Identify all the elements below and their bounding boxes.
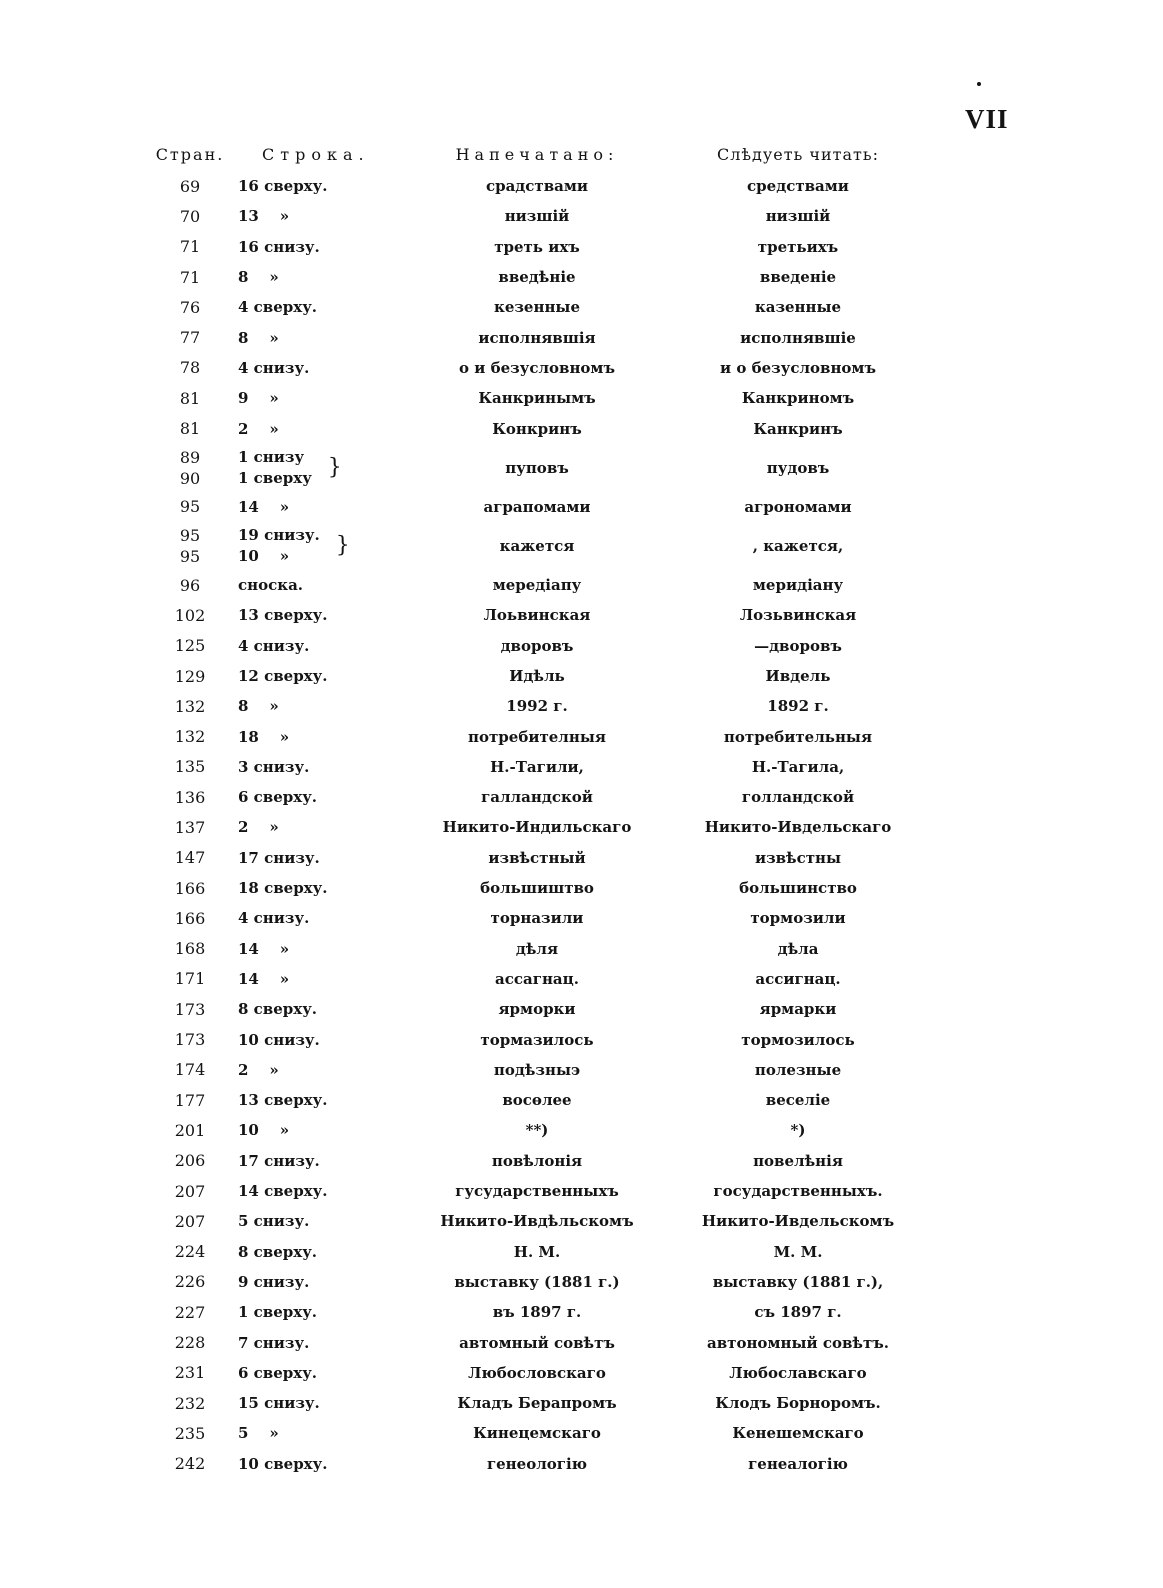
- printed-cell: генеологію: [486, 1454, 588, 1473]
- read-cell: Никито-Ивдельскаго: [704, 818, 892, 837]
- page-cell: 135: [174, 757, 206, 777]
- read-cell: —дворовъ: [754, 636, 842, 655]
- printed-cell: большиштво: [480, 879, 594, 898]
- table-row: [150, 292, 1010, 322]
- table-row: [150, 843, 1010, 873]
- table-row: [150, 1418, 1010, 1448]
- printed-cell: о и безусловномъ: [459, 358, 615, 377]
- table-header: [150, 137, 1010, 171]
- line-cell: 9 снизу.: [238, 1272, 310, 1291]
- table-row: [150, 1055, 1010, 1085]
- line-cell: 4 сверху.: [238, 298, 318, 317]
- printed-cell: Конкринъ: [492, 419, 582, 438]
- printed-cell: Никито-Ивдѣльскомъ: [440, 1212, 634, 1231]
- printed-cell: потребителныя: [468, 727, 606, 746]
- read-cell: тормозили: [750, 909, 846, 928]
- printed-cell: подѣзныэ: [493, 1060, 581, 1079]
- printed-cell: Любословскаго: [468, 1363, 606, 1382]
- line-cell: 14 »: [238, 969, 290, 988]
- page-cell: 136: [174, 787, 206, 807]
- page-value: 90: [179, 468, 201, 488]
- line-cell: 3 снизу.: [238, 757, 310, 776]
- printed-cell: аграпомами: [483, 497, 591, 516]
- page-cell: 78: [179, 358, 201, 378]
- page-cell: 147: [174, 848, 206, 868]
- page-value: 89: [179, 447, 201, 467]
- line-value: 1 сверху: [238, 468, 312, 487]
- page-cell: 102: [174, 605, 206, 625]
- line-cell: 4 снизу.: [238, 636, 310, 655]
- page-cell: 166: [174, 878, 206, 898]
- line-cell: 9 »: [238, 389, 279, 408]
- page-cell: 232: [174, 1393, 206, 1413]
- table-row: [150, 1146, 1010, 1176]
- page-cell: 168: [174, 939, 206, 959]
- table-row: [150, 1358, 1010, 1388]
- line-cell: 2 »: [238, 1060, 279, 1079]
- line-value: 19 снизу.: [238, 525, 320, 544]
- printed-cell: ассагнац.: [495, 969, 579, 988]
- page-cell: 166: [174, 908, 206, 928]
- line-cell: 13 сверху.: [238, 606, 328, 625]
- read-cell: Н.-Тагила,: [751, 757, 845, 776]
- header-read: Слѣдуеть читать:: [716, 144, 880, 164]
- printed-cell: восөлее: [502, 1091, 572, 1110]
- page-cell: 95: [179, 497, 201, 517]
- page-cell: 129: [174, 666, 206, 686]
- table-row: [150, 322, 1010, 352]
- line-cell: 8 »: [238, 268, 279, 287]
- line-cell: 16 сверху.: [238, 177, 328, 196]
- printed-cell: извѣстный: [488, 848, 586, 867]
- table-row: [150, 232, 1010, 262]
- printed-cell: кезенные: [493, 298, 581, 317]
- read-cell: третьихъ: [757, 237, 839, 256]
- table-row: [150, 721, 1010, 751]
- line-cell: 6 сверху.: [238, 1363, 318, 1382]
- read-cell: средствами: [747, 177, 849, 196]
- printed-cell: низшій: [504, 207, 570, 226]
- printed-cell: автомный совѣтъ: [459, 1333, 615, 1352]
- table-row: [150, 661, 1010, 691]
- read-cell: 1892 г.: [767, 697, 829, 716]
- page-cell: 235: [174, 1423, 206, 1443]
- page-cell: 96: [179, 575, 201, 595]
- page-cell: 224: [174, 1242, 206, 1262]
- line-cell: 5 »: [238, 1424, 279, 1443]
- read-cell: повелѣнія: [753, 1151, 843, 1170]
- printed-cell: кажется: [499, 536, 575, 555]
- table-row: [150, 1449, 1010, 1479]
- line-cell: 8 »: [238, 328, 279, 347]
- read-cell: и о безусловномъ: [720, 358, 876, 377]
- table-row: [150, 600, 1010, 630]
- line-cell: 5 снизу.: [238, 1212, 310, 1231]
- printed-cell: **): [525, 1121, 549, 1140]
- page-cell: 171: [174, 969, 206, 989]
- line-cell: 8 сверху.: [238, 1000, 318, 1019]
- line-cell: [230, 525, 418, 567]
- page-cell: 228: [174, 1333, 206, 1353]
- page-cell: 76: [179, 297, 201, 317]
- read-cell: казенные: [754, 298, 842, 317]
- page-cell: 81: [179, 388, 201, 408]
- printed-cell: Идѣль: [509, 667, 565, 685]
- line-cell: 2 »: [238, 419, 279, 438]
- page-cell: 69: [179, 176, 201, 196]
- read-cell: ярмарки: [759, 1000, 837, 1019]
- read-cell: агрономами: [744, 497, 852, 516]
- page-cell: [150, 525, 230, 567]
- table-row: [150, 1267, 1010, 1297]
- table-row: [150, 752, 1010, 782]
- read-cell: , кажется,: [752, 536, 844, 555]
- line-cell: 10 сверху.: [238, 1454, 328, 1473]
- line-cell: 13 сверху.: [238, 1091, 328, 1110]
- line-cell: 12 сверху.: [238, 667, 328, 685]
- page-cell: 71: [179, 267, 201, 287]
- read-cell: выставку (1881 г.),: [712, 1272, 884, 1291]
- table-row: [150, 873, 1010, 903]
- table-row: [150, 1115, 1010, 1145]
- table-row: [150, 994, 1010, 1024]
- table-row: [150, 522, 1010, 570]
- page-cell: 207: [174, 1181, 206, 1201]
- page-cell: 132: [174, 696, 206, 716]
- page-cell: 173: [174, 1030, 206, 1050]
- page-cell: [150, 447, 230, 489]
- printed-cell: тормазилось: [480, 1030, 594, 1049]
- table-row: [150, 1327, 1010, 1357]
- errata-table: [150, 137, 1010, 1479]
- page-cell: 132: [174, 727, 206, 747]
- read-cell: Лозьвинская: [739, 606, 857, 625]
- printed-cell: галландской: [481, 788, 593, 807]
- table-row: [150, 1297, 1010, 1327]
- printed-cell: срадствами: [485, 177, 589, 196]
- brace-icon: }: [335, 533, 350, 559]
- line-cell: 14 »: [238, 939, 290, 958]
- line-cell: сноска.: [238, 576, 304, 595]
- line-cell: 10 »: [238, 1121, 290, 1140]
- page-cell: 173: [174, 999, 206, 1019]
- printed-cell: въ 1897 г.: [492, 1303, 582, 1322]
- read-cell: Кенешемскаго: [732, 1424, 864, 1443]
- printed-cell: гусударственныхъ: [455, 1182, 619, 1201]
- table-row: [150, 934, 1010, 964]
- printed-cell: повѣлонія: [491, 1151, 583, 1170]
- line-cell: 6 сверху.: [238, 788, 318, 807]
- table-row: [150, 964, 1010, 994]
- table-row: [150, 201, 1010, 231]
- printed-cell: ярморки: [498, 1000, 576, 1019]
- table-row: [150, 1085, 1010, 1115]
- line-value: 1 снизу: [238, 447, 305, 466]
- read-cell: Клодъ Борноромъ.: [715, 1394, 881, 1413]
- table-row: [150, 1206, 1010, 1236]
- read-cell: государственныхъ.: [713, 1182, 883, 1201]
- line-cell: 14 »: [238, 497, 290, 516]
- line-cell: 10 снизу.: [238, 1030, 320, 1049]
- stray-dot: [977, 82, 981, 86]
- page-cell: 177: [174, 1090, 206, 1110]
- page-cell: 81: [179, 419, 201, 439]
- read-cell: пудовъ: [766, 458, 830, 477]
- line-cell: 15 снизу.: [238, 1394, 320, 1413]
- read-cell: Никито-Ивдельскомъ: [701, 1212, 895, 1231]
- table-row: [150, 903, 1010, 933]
- printed-cell: Н. М.: [513, 1242, 561, 1261]
- table-row: [150, 444, 1010, 492]
- printed-cell: 1992 г.: [506, 697, 568, 716]
- header-page: Стран.: [155, 144, 225, 164]
- page-cell: 137: [174, 817, 206, 837]
- printed-cell: выставку (1881 г.): [454, 1272, 620, 1291]
- line-cell: 17 снизу.: [238, 848, 320, 867]
- table-row: [150, 631, 1010, 661]
- page-cell: 242: [174, 1454, 206, 1474]
- printed-cell: Канкринымъ: [478, 389, 596, 408]
- printed-cell: введѣніе: [498, 268, 576, 287]
- read-cell: потребительныя: [723, 727, 873, 746]
- printed-cell: дворовъ: [500, 636, 574, 655]
- table-row: [150, 782, 1010, 812]
- printed-cell: пуповъ: [505, 458, 569, 477]
- read-cell: съ 1897 г.: [754, 1303, 842, 1322]
- line-cell: 7 снизу.: [238, 1333, 310, 1352]
- table-row: [150, 691, 1010, 721]
- read-cell: тормозилось: [741, 1030, 855, 1049]
- printed-cell: Никито-Индильскаго: [442, 818, 632, 837]
- table-row: [150, 1176, 1010, 1206]
- read-cell: полезные: [754, 1060, 842, 1079]
- table-row: [150, 262, 1010, 292]
- printed-cell: Лоьвинская: [483, 606, 591, 625]
- line-cell: 4 снизу.: [238, 909, 310, 928]
- read-cell: низшій: [765, 207, 831, 226]
- table-body: [150, 171, 1010, 1479]
- table-row: [150, 353, 1010, 383]
- read-cell: дѣла: [777, 939, 819, 958]
- line-cell: 14 сверху.: [238, 1182, 328, 1201]
- printed-cell: дѣля: [515, 939, 559, 958]
- read-cell: автономный совѣтъ.: [707, 1333, 889, 1352]
- page-value: 95: [179, 546, 201, 566]
- table-row: [150, 1024, 1010, 1054]
- read-cell: М. М.: [773, 1242, 823, 1261]
- line-cell: 1 сверху.: [238, 1303, 318, 1322]
- page-cell: 174: [174, 1060, 206, 1080]
- line-cell: [230, 447, 418, 489]
- printed-cell: Н.-Тагили,: [490, 757, 584, 776]
- page-cell: 227: [174, 1302, 206, 1322]
- read-cell: меридіану: [752, 576, 844, 595]
- page-cell: 226: [174, 1272, 206, 1292]
- header-printed: Напечатано:: [455, 144, 619, 164]
- read-cell: Ивдель: [765, 667, 831, 685]
- read-cell: введеніе: [759, 268, 837, 287]
- table-row: [150, 1388, 1010, 1418]
- page-cell: 207: [174, 1211, 206, 1231]
- printed-cell: Кинецемскаго: [473, 1424, 601, 1443]
- read-cell: Канкринъ: [753, 419, 843, 438]
- page-cell: 71: [179, 237, 201, 257]
- table-row: [150, 171, 1010, 201]
- table-row: [150, 1237, 1010, 1267]
- line-cell: 18 »: [238, 727, 290, 746]
- line-cell: 4 снизу.: [238, 358, 310, 377]
- line-value: 10 »: [238, 546, 290, 565]
- line-cell: 8 »: [238, 697, 279, 716]
- page-value: 95: [179, 525, 201, 545]
- table-row: [150, 383, 1010, 413]
- line-cell: 8 сверху.: [238, 1242, 318, 1261]
- line-cell: 16 снизу.: [238, 237, 320, 256]
- printed-cell: торназили: [490, 909, 584, 928]
- line-cell: 13 »: [238, 207, 290, 226]
- page-cell: 125: [174, 636, 206, 656]
- read-cell: большинство: [739, 879, 857, 898]
- read-cell: голландской: [741, 788, 855, 807]
- page-cell: 231: [174, 1363, 206, 1383]
- line-cell: 2 »: [238, 818, 279, 837]
- read-cell: ассигнац.: [755, 969, 841, 988]
- read-cell: исполнявшіе: [740, 328, 856, 347]
- page-cell: 77: [179, 328, 201, 348]
- brace-icon: }: [327, 455, 342, 481]
- read-cell: веселіе: [765, 1091, 831, 1110]
- page-cell: 206: [174, 1151, 206, 1171]
- page-cell: 70: [179, 206, 201, 226]
- read-cell: Любославскаго: [729, 1363, 867, 1382]
- printed-cell: треть ихъ: [494, 237, 580, 256]
- read-cell: Канкриномъ: [741, 389, 855, 408]
- line-cell: 18 сверху.: [238, 879, 328, 898]
- read-cell: *): [790, 1121, 806, 1140]
- read-cell: генеалогію: [748, 1454, 848, 1473]
- table-row: [150, 570, 1010, 600]
- printed-cell: мередіапу: [492, 576, 582, 595]
- page-number: VII: [965, 104, 1009, 134]
- page-cell: 201: [174, 1120, 206, 1140]
- table-row: [150, 413, 1010, 443]
- printed-cell: Кладъ Берапромъ: [457, 1394, 617, 1413]
- header-line: Строка.: [262, 144, 370, 164]
- table-row: [150, 812, 1010, 842]
- read-cell: извѣстны: [754, 848, 842, 867]
- table-row: [150, 492, 1010, 522]
- line-cell: 17 снизу.: [238, 1151, 320, 1170]
- printed-cell: исполнявшія: [478, 328, 596, 347]
